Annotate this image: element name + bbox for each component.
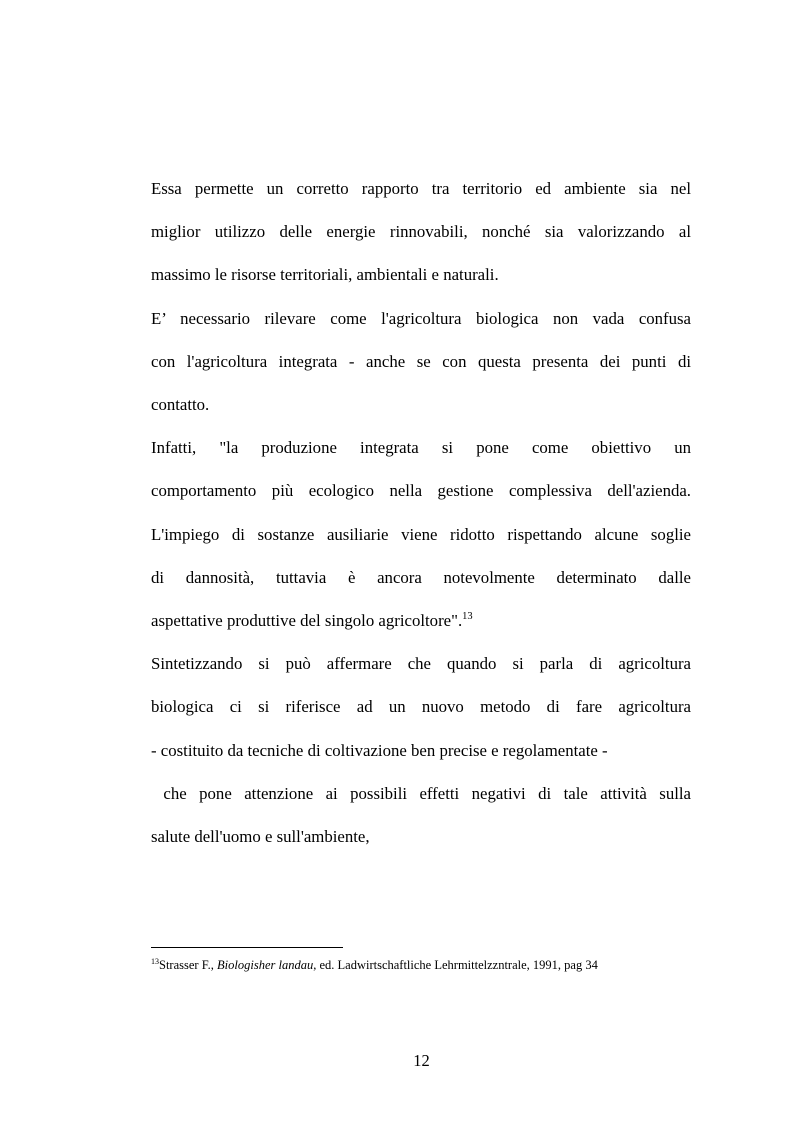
paragraph-2 bbox=[151, 297, 691, 427]
text-line: biologica ci si riferisce ad un nuovo metodo di fare agricoltura bbox=[151, 697, 691, 717]
text-line-with-footnote bbox=[151, 599, 691, 642]
text-line: di dannosità, tuttavia è ancora notevolmente determinato dalle bbox=[151, 567, 691, 587]
footnote-divider bbox=[151, 947, 343, 948]
text-line: che pone attenzione ai possibili effetti negativi di tale attività sulla bbox=[151, 783, 691, 803]
text-line: contatto. bbox=[151, 395, 210, 415]
text-line: comportamento più ecologico nella gestione complessiva dell'azienda. bbox=[151, 481, 691, 501]
text-line: con l'agricoltura integrata - anche se con questa presenta dei punti di bbox=[151, 351, 691, 371]
text-line: Sintetizzando si può affermare che quando si parla di agricoltura bbox=[151, 654, 691, 674]
text-line: Essa permette un corretto rapporto tra territorio ed ambiente sia nel bbox=[151, 179, 691, 198]
footnote-author: Strasser F., bbox=[159, 958, 218, 972]
text-line: - costituito da tecniche di coltivazione ben precise e regolamentate - bbox=[151, 740, 608, 760]
footnote-number: 13 bbox=[151, 957, 159, 966]
body-text bbox=[151, 167, 691, 858]
footnote bbox=[151, 957, 711, 973]
paragraph-5 bbox=[151, 772, 691, 858]
page-number: 12 bbox=[413, 1051, 430, 1070]
text-line: E’ necessario rilevare come l'agricoltura biologica non vada confusa bbox=[151, 308, 691, 328]
text-line: aspettative produttive del singolo agricoltore". bbox=[151, 611, 463, 631]
footnote-reference[interactable]: 13 bbox=[462, 611, 473, 623]
text-line: L'impiego di sostanze ausiliarie viene ridotto rispettando alcune soglie bbox=[151, 524, 691, 544]
paragraph-4 bbox=[151, 642, 691, 772]
footnote-publication: , ed. Ladwirtschaftliche Lehrmittelzzntrale, 1991, pag 34 bbox=[313, 958, 598, 972]
text-line: miglior utilizzo delle energie rinnovabili, nonché sia valorizzando al bbox=[151, 222, 691, 242]
text-line: salute dell'uomo e sull'ambiente, bbox=[151, 827, 370, 847]
text-line: Infatti, "la produzione integrata si pone come obiettivo un bbox=[151, 438, 691, 458]
footnote-title: Biologisher landau bbox=[217, 958, 314, 972]
text-line: massimo le risorse territoriali, ambientali e naturali. bbox=[151, 265, 499, 285]
paragraph-1 bbox=[151, 167, 691, 297]
paragraph-3 bbox=[151, 426, 691, 642]
